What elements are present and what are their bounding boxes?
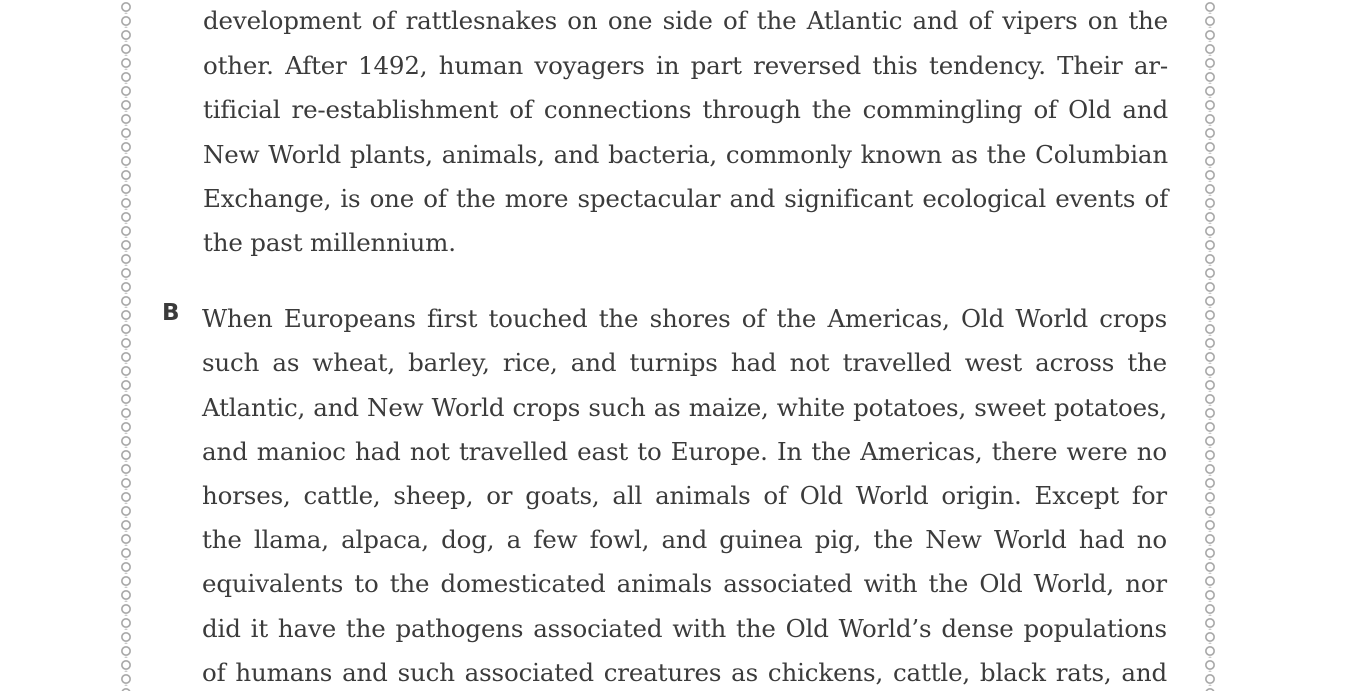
- paragraph-line: and manioc had not travelled east to Europe. In the Americas, there were no: [202, 437, 1167, 466]
- paragraph-line: such as wheat, barley, rice, and turnips had not travelled west across the: [202, 348, 1167, 377]
- decorative-border-right: [1203, 0, 1217, 691]
- paragraph-line: When Europeans first touched the shores of the Americas, Old World crops: [202, 304, 1167, 333]
- paragraph-line: Atlantic, and New World crops such as maize, white potatoes, sweet potatoes,: [202, 393, 1167, 422]
- paragraph-line: equivalents to the domesticated animals associated with the Old World, nor: [202, 569, 1167, 598]
- paragraph-line: horses, cattle, sheep, or goats, all animals of Old World origin. Except for: [202, 481, 1167, 510]
- paragraph-line: tificial re-establishment of connections through the commingling of Old and: [203, 95, 1168, 124]
- paragraph-line: did it have the pathogens associated with the Old World’s dense populations: [202, 614, 1167, 643]
- paragraph-line: the llama, alpaca, dog, a few fowl, and guinea pig, the New World had no: [202, 525, 1167, 554]
- paragraph-line: other. After 1492, human voyagers in part reversed this tendency. Their ar-: [203, 51, 1168, 80]
- paragraph-line: of humans and such associated creatures as chickens, cattle, black rats, and: [202, 658, 1167, 687]
- paragraph-letter: B: [162, 300, 180, 326]
- decorative-border-left: [119, 0, 133, 691]
- paragraph-line: Exchange, is one of the more spectacular and significant ecological events of: [203, 184, 1168, 213]
- paragraph-line: the past millennium.: [203, 228, 456, 257]
- paragraph-line: development of rattlesnakes on one side of the Atlantic and of vipers on the: [203, 6, 1168, 35]
- paragraph-line: New World plants, animals, and bacteria, commonly known as the Columbian: [203, 140, 1168, 169]
